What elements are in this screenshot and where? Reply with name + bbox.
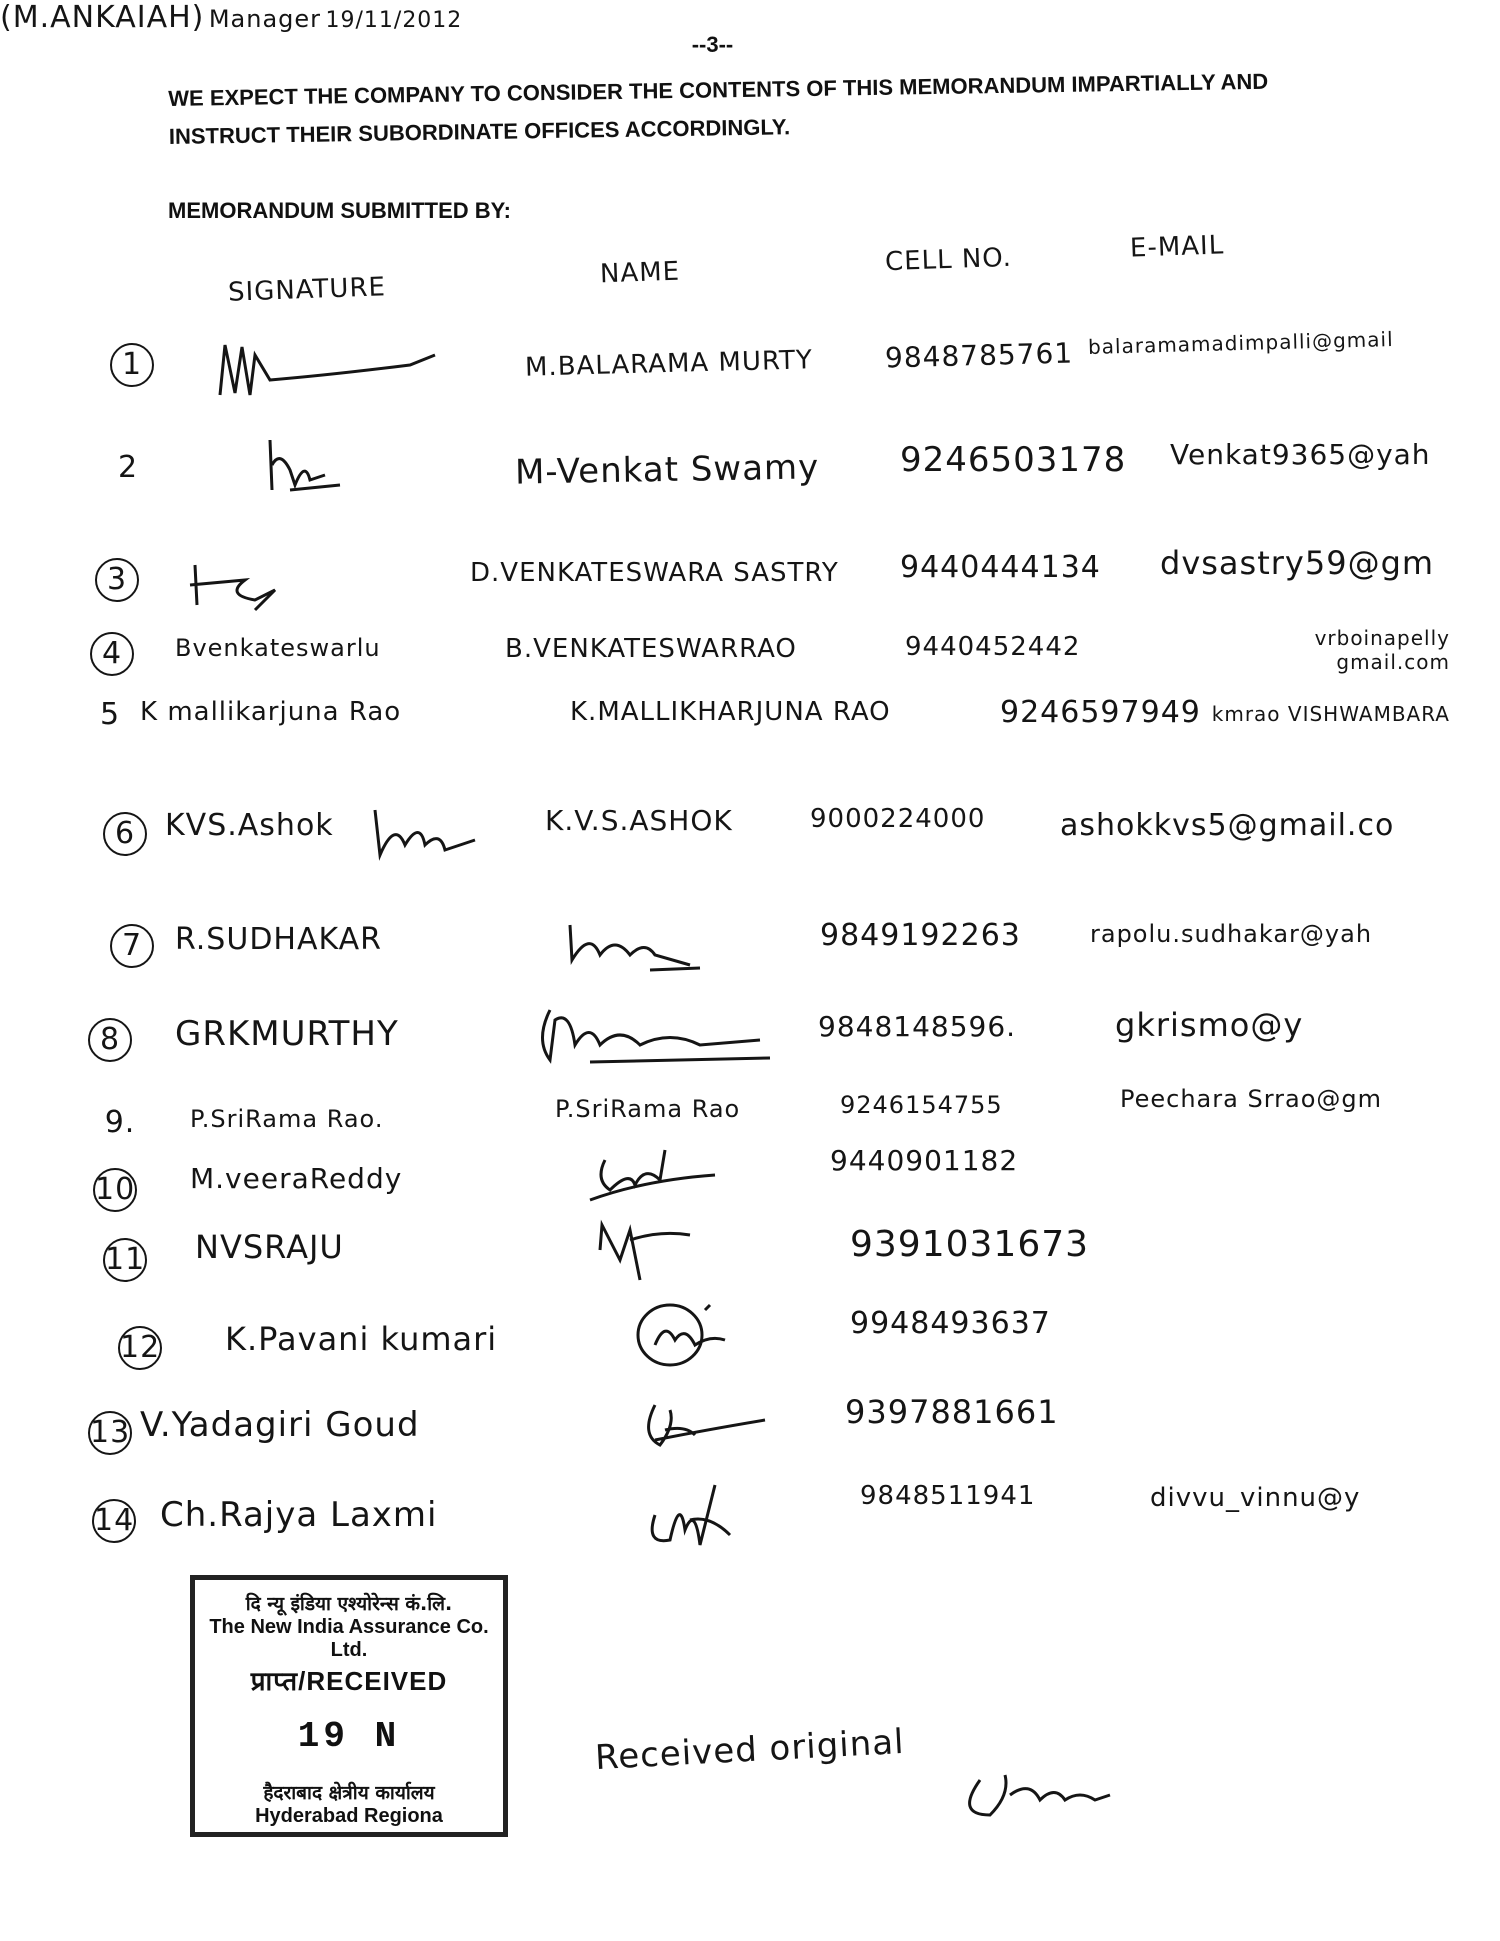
- signatory-name: K.MALLIKHARJUNA RAO: [570, 697, 891, 727]
- signature-mark: [640, 1475, 750, 1565]
- signature-text: K mallikarjuna Rao: [140, 697, 402, 727]
- signatory-email: gkrismo@y: [1115, 1006, 1304, 1044]
- signature-mark: [625, 1290, 755, 1380]
- signatory-cell: 9848511941: [860, 1481, 1036, 1511]
- signatory-name: M.BALARAMA MURTY: [524, 345, 814, 383]
- signatory-cell: 9849192263: [820, 918, 1021, 953]
- stamp-date: 19 N: [297, 1716, 401, 1757]
- signatory-name: M-Venkat Swamy: [514, 447, 820, 493]
- row-number: 1: [110, 343, 154, 387]
- signatory-cell: 9848148596.: [818, 1010, 1017, 1043]
- signatory-email: ashokkvs5@gmail.co: [1060, 808, 1395, 843]
- row-number: 6: [103, 812, 147, 856]
- signature-text: K.Pavani kumari: [225, 1320, 498, 1358]
- submitted-by-label: MEMORANDUM SUBMITTED BY:: [168, 198, 512, 223]
- signature-mark: [950, 1755, 1120, 1835]
- signature-text: NVSRAJU: [195, 1228, 344, 1266]
- signatory-cell: 9948493637: [850, 1306, 1051, 1341]
- signature-mark: [365, 790, 485, 870]
- signatory-row: [0, 1140, 1500, 1220]
- stamp-hindi-office: हैदराबाद क्षेत्रीय कार्यालय: [263, 1782, 435, 1804]
- row-number: 8: [88, 1018, 132, 1062]
- signature-text: Bvenkateswarlu: [175, 634, 381, 662]
- row-number: 12: [118, 1326, 162, 1370]
- stamp-office: Hyderabad Regiona: [255, 1805, 443, 1827]
- signatory-row: [0, 1210, 1500, 1290]
- signatory-cell: 9397881661: [845, 1393, 1059, 1431]
- signature-mark: [560, 910, 720, 980]
- row-number: 5: [99, 697, 121, 732]
- row-number: 3: [95, 558, 139, 602]
- signatory-email: divvu_vinnu@y: [1150, 1483, 1361, 1513]
- signatory-cell: 9440444134: [900, 550, 1101, 585]
- signatory-row: [0, 540, 1500, 620]
- signatory-row: [0, 1385, 1500, 1465]
- signatory-row: [0, 685, 1500, 765]
- stamp-hindi-company: दि न्यू इंडिया एश्योरेन्स कं.लि.: [245, 1593, 453, 1615]
- signatory-cell: 9000224000: [810, 804, 986, 834]
- row-number: 4: [90, 632, 134, 676]
- header-email: E-MAIL: [1129, 230, 1225, 264]
- signature-mark: [250, 430, 370, 520]
- signature-mark: [530, 1000, 790, 1080]
- signatory-cell: 9391031673: [850, 1224, 1090, 1265]
- signatory-email: kmrao VISHWAMBARA: [1211, 702, 1450, 726]
- row-number: 10: [93, 1168, 137, 1212]
- signatory-email: dvsastry59@gm: [1160, 544, 1435, 582]
- signatory-cell: 9246503178: [900, 440, 1127, 480]
- signatory-cell: 9848785761: [884, 336, 1074, 375]
- manager-date: 19/11/2012: [325, 8, 463, 33]
- signature-text: GRKMURTHY: [175, 1014, 399, 1054]
- signatory-name: P.SriRama Rao: [555, 1095, 741, 1123]
- stamp-received: प्राप्त/RECEIVED: [250, 1666, 448, 1696]
- signatory-name: K.V.S.ASHOK: [545, 804, 733, 837]
- signature-mark: [635, 1385, 775, 1465]
- header-name: NAME: [599, 256, 681, 290]
- row-number: 13: [88, 1411, 132, 1455]
- signatory-row: [0, 430, 1500, 510]
- stamp-company: The New India Assurance Co. Ltd.: [209, 1616, 489, 1661]
- signature-text: Ch.Rajya Laxmi: [160, 1495, 438, 1535]
- row-number: 14: [92, 1499, 136, 1543]
- signature-text: R.SUDHAKAR: [175, 922, 383, 957]
- header-cell: CELL NO.: [884, 242, 1013, 278]
- signatory-cell: 9246597949: [1000, 695, 1201, 730]
- signature-text: P.SriRama Rao.: [190, 1105, 384, 1133]
- signature-text: KVS.Ashok: [165, 808, 334, 843]
- signatory-email: rapolu.sudhakar@yah: [1090, 920, 1373, 948]
- signature-mark: [185, 550, 305, 620]
- intro-paragraph: WE EXPECT THE COMPANY TO CONSIDER THE CONTENTS OF THIS MEMORANDUM IMPARTIALLY AND INSTRUCT THEIR SUBORDINATE OFFICES ACCORDINGLY.: [168, 68, 1269, 149]
- signatory-email: balaramamadimpalli@gmail: [1087, 327, 1394, 359]
- signature-mark: [590, 1210, 710, 1290]
- manager-title: Manager: [208, 5, 322, 33]
- signatory-row: [0, 325, 1500, 405]
- signature-text: V.Yadagiri Goud: [140, 1405, 420, 1445]
- received-stamp: [190, 1575, 508, 1837]
- page-number: --3--: [691, 32, 734, 57]
- header-signature: SIGNATURE: [227, 272, 387, 308]
- signatory-cell: 9440452442: [905, 632, 1081, 662]
- row-number: 2: [117, 450, 139, 485]
- signature-mark: [210, 325, 450, 405]
- signatory-cell: 9440901182: [830, 1144, 1019, 1177]
- signatory-row: [0, 790, 1500, 870]
- signatory-name: B.VENKATESWARRAO: [505, 634, 797, 664]
- row-number: 11: [103, 1238, 147, 1282]
- signature-mark: [585, 1140, 725, 1220]
- signatory-email: vrboinapelly gmail.com: [1314, 626, 1450, 674]
- signatory-row: [0, 910, 1500, 990]
- signatory-email: Venkat9365@yah: [1170, 438, 1431, 471]
- signatory-cell: 9246154755: [840, 1091, 1003, 1119]
- signatory-row: [0, 1290, 1500, 1370]
- signature-text: M.veeraReddy: [190, 1162, 403, 1195]
- manager-name: (M.ANKAIAH): [0, 0, 205, 35]
- row-number: 7: [110, 924, 154, 968]
- received-note: Received original: [594, 1721, 906, 1779]
- signatory-name: D.VENKATESWARA SASTRY: [470, 558, 839, 588]
- signatory-row: [0, 1000, 1500, 1080]
- signatory-email: Peechara Srrao@gm: [1120, 1085, 1383, 1113]
- signatory-row: [0, 1475, 1500, 1555]
- row-number: 9.: [104, 1105, 136, 1140]
